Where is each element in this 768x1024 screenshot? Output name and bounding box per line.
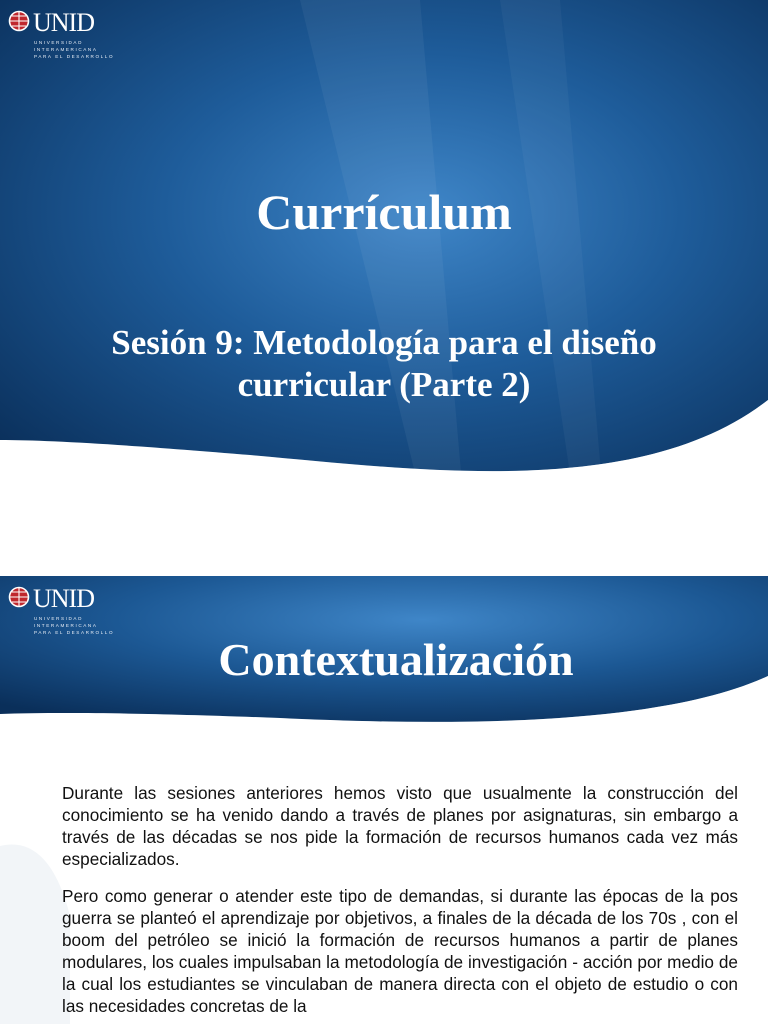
- content-slide: [0, 576, 768, 1024]
- logo-subtitle-line: UNIVERSIDAD: [34, 616, 83, 621]
- logo-subtitle-line: INTERAMERICANA: [34, 47, 98, 52]
- logo-wordmark: UNID: [33, 584, 94, 613]
- unid-logo: [8, 586, 118, 636]
- logo-subtitle-line: PARA EL DESARROLLO: [34, 54, 115, 59]
- unid-logo: [8, 10, 118, 60]
- logo-subtitle-line: PARA EL DESARROLLO: [34, 630, 115, 635]
- globe-icon: [8, 586, 30, 608]
- slide-body: [62, 782, 738, 1024]
- logo-wordmark: UNID: [33, 8, 94, 37]
- logo-subtitle-line: INTERAMERICANA: [34, 623, 98, 628]
- logo-subtitle-line: UNIVERSIDAD: [34, 40, 83, 45]
- body-paragraph: Durante las sesiones anteriores hemos visto que usualmente la construcción del conocimiento se ha venido dando a través de planes por asignaturas, sin embargo a través de las décadas se nos pide la formación de recursos humanos cada vez más especializados.: [62, 783, 738, 869]
- globe-icon: [8, 10, 30, 32]
- body-paragraph: Pero como generar o atender este tipo de demandas, si durante las épocas de la pos guerra se planteó el aprendizaje por objetivos, a finales de la década de los 70s , con el boom del petróleo se inició la formación de recursos humanos a partir de planes modulares, los cuales impulsaban la metodología de investigación - acción por medio de la cual los estudiantes se vinculaban de manera directa con el objeto de estudio o con las necesidades concretas de la: [62, 886, 738, 1016]
- slide-title: Currículum: [256, 184, 512, 240]
- slide-subtitle: Sesión 9: Metodología para el diseño curricular (Parte 2): [111, 323, 657, 404]
- slide-title: Contextualización: [218, 634, 574, 685]
